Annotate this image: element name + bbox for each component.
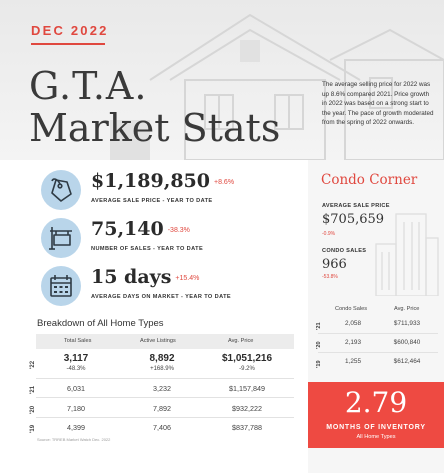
price-tag-icon bbox=[41, 170, 81, 210]
col-condo-avg-price: Avg. Price bbox=[394, 306, 420, 312]
col-active-listings: Active Listings bbox=[140, 338, 176, 344]
condo-sales-value: 966 bbox=[322, 257, 347, 272]
col-avg-price: Avg. Price bbox=[228, 338, 254, 344]
source-note: Source: TRREB Market Watch Dec. 2022 bbox=[37, 437, 111, 442]
inventory-value: 2.79 bbox=[344, 386, 408, 419]
cell-total-sales: 7,180 bbox=[67, 404, 85, 413]
stat-label: AVERAGE SALE PRICE - YEAR TO DATE bbox=[91, 198, 213, 204]
breakdown-title: Breakdown of All Home Types bbox=[37, 318, 164, 329]
cell-total-change: -48.3% bbox=[66, 366, 86, 372]
stat-label: NUMBER OF SALES - YEAR TO DATE bbox=[91, 246, 204, 252]
row-year: '20 bbox=[316, 341, 322, 349]
cell-condo-sales: 2,193 bbox=[345, 339, 361, 346]
col-total-sales: Total Sales bbox=[64, 338, 92, 344]
report-date: DEC 2022 bbox=[31, 23, 109, 38]
cell-avg-price: $837,788 bbox=[232, 423, 262, 432]
row-divider bbox=[36, 378, 294, 379]
cell-condo-sales: 1,255 bbox=[345, 358, 361, 365]
cell-avg-price: $932,222 bbox=[232, 404, 262, 413]
condo-corner-title: Condo Corner bbox=[321, 172, 418, 188]
table-row bbox=[318, 358, 438, 372]
row-year: '22 bbox=[30, 360, 36, 369]
cell-active-listings: 7,892 bbox=[153, 404, 171, 413]
cell-avg-price: $1,157,849 bbox=[229, 384, 265, 393]
table-row bbox=[30, 404, 294, 418]
cell-active-listings: 8,892 bbox=[149, 353, 175, 364]
cell-total-sales: 3,117 bbox=[63, 353, 89, 364]
row-divider bbox=[318, 333, 438, 334]
intro-paragraph: The average selling price for 2022 was up 8.6% compared 2021. Price growth in 2022 was based on a strong start to the year. The pace of growth moderated from the spring of 2022 onwards. bbox=[322, 81, 434, 127]
stat-value: 75,140 -38.3% bbox=[91, 218, 190, 240]
stat-change: +15.4% bbox=[175, 274, 200, 282]
date-underline bbox=[31, 43, 105, 45]
row-year: '20 bbox=[30, 405, 36, 414]
row-year: '19 bbox=[30, 424, 36, 433]
table-row bbox=[30, 423, 294, 437]
condo-avg-price-label: AVERAGE SALE PRICE bbox=[322, 203, 390, 209]
row-year: '21 bbox=[30, 385, 36, 394]
cell-active-listings: 3,232 bbox=[153, 384, 171, 393]
table-row bbox=[318, 320, 438, 334]
table-row bbox=[30, 384, 294, 398]
cell-active-change: +168.9% bbox=[150, 366, 174, 372]
row-divider bbox=[36, 417, 294, 418]
col-condo-sales: Condo Sales bbox=[335, 306, 368, 312]
stat-value: $1,189,850 +8.6% bbox=[91, 170, 235, 192]
row-divider bbox=[36, 397, 294, 398]
cell-total-sales: 4,399 bbox=[67, 423, 85, 432]
condo-avg-price-value: $705,659 bbox=[322, 212, 385, 227]
cell-condo-avg-price: $612,464 bbox=[393, 358, 421, 365]
cell-condo-avg-price: $711,933 bbox=[393, 320, 421, 327]
inventory-sublabel: All Home Types bbox=[356, 434, 396, 440]
cell-avg-price: $1,051,216 bbox=[221, 353, 273, 364]
cell-condo-sales: 2,058 bbox=[345, 320, 361, 327]
row-year: '19 bbox=[316, 360, 322, 368]
inventory-label: MONTHS OF INVENTORY bbox=[326, 424, 426, 431]
sold-sign-icon bbox=[41, 218, 81, 258]
cell-condo-avg-price: $600,840 bbox=[393, 339, 421, 346]
table-row bbox=[318, 339, 438, 353]
cell-price-change: -9.2% bbox=[239, 366, 255, 372]
breakdown-table-header bbox=[36, 334, 294, 349]
row-year: '21 bbox=[316, 322, 322, 330]
row-divider bbox=[318, 352, 438, 353]
stat-value: 15 days +15.4% bbox=[91, 266, 200, 288]
page-title-line1: G.T.A. bbox=[29, 64, 148, 108]
page-title-line2: Market Stats bbox=[29, 106, 281, 150]
condo-avg-price-change: -0.9% bbox=[322, 231, 336, 237]
hero-header bbox=[0, 0, 444, 160]
cell-active-listings: 7,406 bbox=[153, 423, 171, 432]
stat-change: -38.3% bbox=[167, 226, 190, 234]
condo-sales-change: -53.8% bbox=[322, 274, 338, 280]
months-of-inventory-box bbox=[308, 382, 444, 448]
stat-change: +8.6% bbox=[214, 178, 235, 186]
stat-label: AVERAGE DAYS ON MARKET - YEAR TO DATE bbox=[91, 294, 232, 300]
table-row bbox=[30, 353, 294, 379]
calendar-icon bbox=[41, 266, 81, 306]
condo-sales-label: CONDO SALES bbox=[322, 248, 367, 254]
cell-total-sales: 6,031 bbox=[67, 384, 85, 393]
